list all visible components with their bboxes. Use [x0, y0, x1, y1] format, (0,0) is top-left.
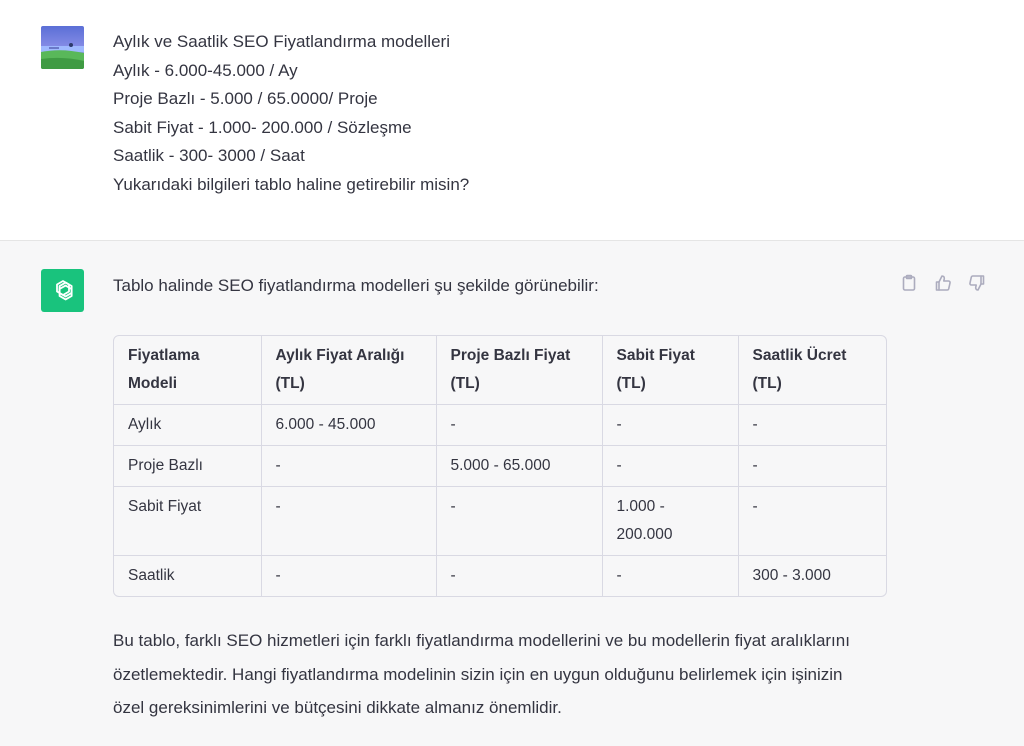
- user-message-line: Sabit Fiyat - 1.000- 200.000 / Sözleşme: [113, 117, 412, 137]
- table-header-cell: Proje Bazlı Fiyat (TL): [436, 336, 602, 405]
- table-cell: -: [436, 405, 602, 446]
- table-header-cell: Sabit Fiyat (TL): [602, 336, 738, 405]
- table-cell: 1.000 - 200.000: [602, 487, 738, 556]
- table-cell: Aylık: [114, 405, 261, 446]
- assistant-outro: Bu tablo, farklı SEO hizmetleri için farklı fiyatlandırma modellerini ve bu modellerin fiyat aralıklarını özetlemektedir. Hangi fiyatlandırma modelinin sizin için en uygun olduğunu belirlemek için işinizin özel gereksinimlerini ve bütçesini dikkate almanız önemlidir.: [113, 631, 850, 717]
- table-cell: 5.000 - 65.000: [436, 446, 602, 487]
- table-cell: -: [261, 556, 436, 597]
- thumbs-down-button[interactable]: [965, 271, 989, 295]
- table-cell: -: [738, 487, 886, 556]
- table-cell: -: [602, 405, 738, 446]
- table-header-cell: Aylık Fiyat Aralığı (TL): [261, 336, 436, 405]
- landscape-avatar-icon: [41, 26, 84, 69]
- message-actions: [897, 271, 989, 295]
- thumbs-up-icon: [934, 274, 952, 292]
- table-cell: -: [602, 556, 738, 597]
- assistant-avatar: [41, 269, 84, 312]
- clipboard-icon: [900, 274, 918, 292]
- user-message-line: Yukarıdaki bilgileri tablo haline getirebilir misin?: [113, 174, 470, 194]
- table-row: [114, 556, 886, 597]
- user-message: [113, 28, 953, 200]
- user-message-line: Aylık - 6.000-45.000 / Ay: [113, 60, 298, 80]
- table-cell: Saatlik: [114, 556, 261, 597]
- user-message-line: Saatlik - 300- 3000 / Saat: [113, 146, 305, 166]
- table-cell: -: [738, 446, 886, 487]
- openai-logo-icon: [49, 277, 77, 305]
- pricing-table: [113, 335, 887, 597]
- table-header-cell: Fiyatlama Modeli: [114, 336, 261, 405]
- table-cell: -: [602, 446, 738, 487]
- pricing-table-grid: [114, 336, 886, 596]
- table-header-cell: Saatlik Ücret (TL): [738, 336, 886, 405]
- thumbs-up-button[interactable]: [931, 271, 955, 295]
- table-cell: -: [261, 446, 436, 487]
- table-cell: 300 - 3.000: [752, 567, 831, 584]
- user-avatar: [41, 26, 84, 69]
- table-cell: -: [738, 405, 886, 446]
- table-cell: -: [436, 487, 602, 556]
- user-message-line: Proje Bazlı - 5.000 / 65.0000/ Proje: [113, 89, 378, 109]
- thumbs-down-icon: [968, 274, 986, 292]
- assistant-turn: [0, 241, 1024, 746]
- table-cell: Proje Bazlı: [114, 446, 261, 487]
- table-cell: -: [436, 556, 602, 597]
- copy-button[interactable]: [897, 271, 921, 295]
- table-cell: Sabit Fiyat: [114, 487, 261, 556]
- user-turn: [0, 0, 1024, 241]
- table-cell: 6.000 - 45.000: [261, 405, 436, 446]
- assistant-intro: Tablo halinde SEO fiyatlandırma modelleri şu şekilde görünebilir:: [113, 276, 599, 295]
- user-message-line: Aylık ve Saatlik SEO Fiyatlandırma modelleri: [113, 32, 450, 51]
- table-header-row: [114, 336, 886, 405]
- table-cell: -: [261, 487, 436, 556]
- table-row: [114, 487, 886, 556]
- table-row: [114, 446, 886, 487]
- table-row: [114, 405, 886, 446]
